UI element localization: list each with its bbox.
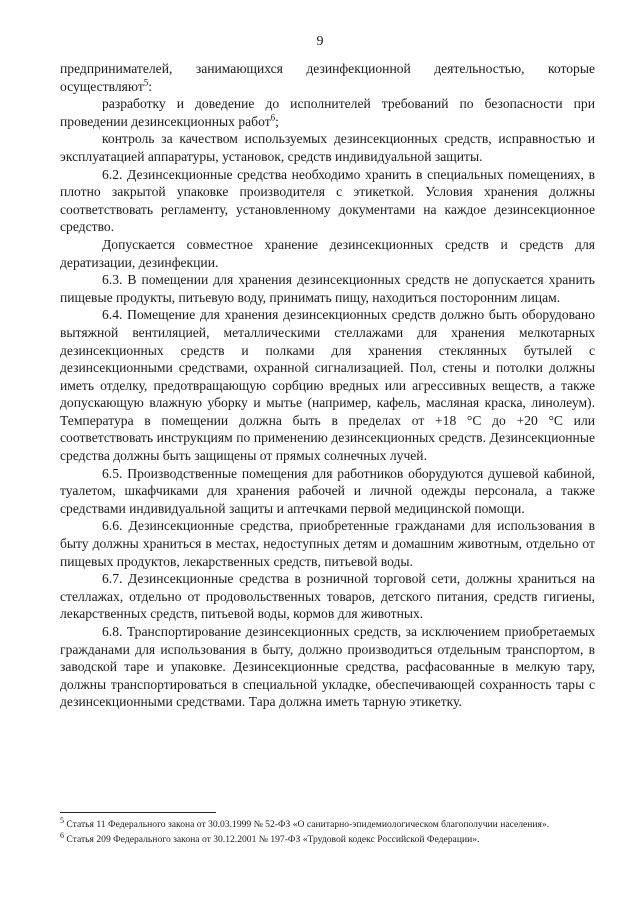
paragraph-tail: ;: [275, 113, 279, 129]
paragraph: 6.8. Транспортирование дезинсекционных средств, за исключением приобретаемых гражданами для использования в быту, должно производиться отдельным транспортом, в заводской таре и упаковке. Дезинсекционные средства, расфасованные в мелкую тару, должны транспортироваться в специальной укладке, обеспечивающей сохранность тары с дезинсекционными средствами. Тара должна иметь тарную этикетку.: [60, 624, 595, 710]
footnote-ref: 5: [143, 77, 149, 88]
paragraph-text: разработку и доведение до исполнителей требований по безопасности при проведении дезинсекционных работ: [60, 96, 595, 129]
footnote-mark: 5: [60, 815, 64, 825]
paragraph: 6.3. В помещении для хранения дезинсекционных средств не допускается хранить пищевые продукты, питьевую воду, принимать пищу, находиться посторонним лицам.: [60, 272, 595, 305]
footnote-divider: [60, 812, 216, 813]
page-number: 9: [316, 34, 324, 49]
paragraph: Допускается совместное хранение дезинсекционных средств и средств для дератизации, дезинфекции.: [60, 236, 595, 270]
paragraph: контроль за качеством используемых дезинсекционных средств, исправностью и эксплуатацией аппаратуры, установок, средств индивидуальной защиты.: [60, 131, 595, 164]
footnotes: [60, 815, 595, 847]
footnote: [60, 815, 595, 833]
paragraph: 6.7. Дезинсекционные средства в розничной торговой сети, должны храниться на стеллажах, отдельно от продовольственных товаров, детского питания, средств гигиены, лекарственных средств, питьевой воды, кормов для животных.: [60, 571, 595, 622]
paragraph-text: предпринимателей, занимающихся дезинфекционной деятельностью, которые осуществляют: [60, 61, 595, 94]
footnote-mark: 6: [60, 830, 64, 840]
paragraph: 6.5. Производственные помещения для работников оборудуются душевой кабиной, туалетом, шкафчиками для хранения рабочей и личной одежды персонала, а также средствами индивидуальной защиты и аптечками первой медицинской помощи.: [60, 465, 595, 516]
paragraph: 6.4. Помещение для хранения дезинсекционных средств должно быть оборудовано вытяжной вентиляцией, металлическими стеллажами для хранения мелкотарных дезинсекционных средств и полками для хранения стеклянных бутылей с дезинсекционными средствами, охранной сигнализацией. Пол, стены и потолки должны иметь отделку, предотвращающую сорбцию вредных или агрессивных веществ, а также допускающую влажную уборку и мытье (например, кафель, масляная краска, линолеум). Температура в помещении должна быть в пределах от +18 °С до +20 °С или соответствовать инструкциям по применению дезинсекционных средств. Дезинсекционные средства должны быть защищены от прямых солнечных лучей.: [60, 307, 595, 464]
body-text: [60, 60, 595, 711]
footnote-ref: 6: [270, 112, 276, 123]
paragraph: [60, 60, 595, 95]
footnote-text: Статья 209 Федерального закона от 30.12.2001 № 197-ФЗ «Трудовой кодекс Российской Федерации».: [64, 833, 480, 845]
footnote: [60, 830, 595, 848]
paragraph: 6.2. Дезинсекционные средства необходимо хранить в специальных помещениях, в плотно закрытой упаковке производителя с этикеткой. Условия хранения должны соответствовать регламенту, установленному документами на каждое дезинсекционное средство.: [60, 166, 595, 235]
paragraph: [60, 95, 595, 130]
paragraph-tail: :: [148, 78, 153, 94]
paragraph: 6.6. Дезинсекционные средства, приобретенные гражданами для использования в быту должны храниться в местах, недоступных детям и домашним животным, отдельно от пищевых продуктов, лекарственных средств, питьевой воды.: [60, 518, 595, 569]
footnote-text: Статья 11 Федерального закона от 30.03.1999 № 52-ФЗ «О санитарно-эпидемиологическом благополучии населения».: [64, 819, 550, 830]
